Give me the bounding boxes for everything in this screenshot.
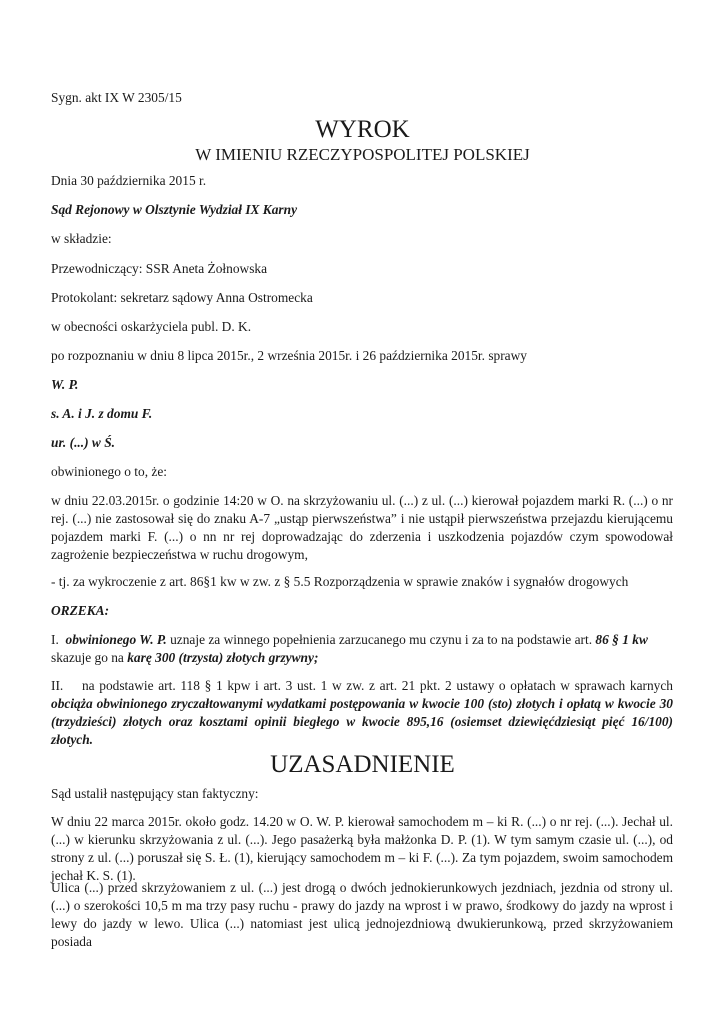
- verdict-1-text: uznaje za winnego popełnienia zarzucanego mu czynu i za to na podstawie art.: [166, 632, 596, 647]
- charge-description: w dniu 22.03.2015r. o godzinie 14:20 w O. na skrzyżowaniu ul. (...) z ul. (...) kierował pojazdem marki R. (...) o nr rej. (...) nie zastosował się do znaku A-7 „ustąp pierwszeństwa” i nie ustąpił pierwszeństwa przejazdu kierującemu pojazdem marki F. (...) o nn nr rej doprowadzając do zderzenia i uszkodzenia pojazdów czym spowodował zagrożenie bezpieczeństwa w ruchu drogowym,: [51, 493, 673, 562]
- judgment-subtitle: W IMIENIU RZECZYPOSPOLITEJ POLSKIEJ: [195, 145, 530, 164]
- verdict-1-penalty: karę 300 (trzysta) złotych grzywny;: [127, 650, 319, 665]
- orzeka-heading: ORZEKA:: [51, 603, 110, 618]
- judgment-date: Dnia 30 października 2015 r.: [51, 173, 207, 188]
- facts-paragraph-2: Ulica (...) przed skrzyżowaniem z ul. (...) jest drogą o dwóch jednokierunkowych jezdniach, jezdnia od strony ul. (...) o szerokości 10,5 m ma trzy pasy ruchu - prawy do jazdy na wprost i w prawo, środkowy do jazdy na wprost i lewy do jazdy w lewo. Ulica (...) natomiast jest ulicą jednojezdniową dwukierunkową, przed skrzyżowaniem posiada: [51, 880, 673, 949]
- facts-paragraph-1: W dniu 22 marca 2015r. około godz. 14.20 w O. W. P. kierował samochodem m – ki R. (...) o nr rej. (...). Jechał ul. (...) w kierunku skrzyżowania z ul. (...). Jego pasażerką była małżonka D. P. (1). W tym samym czasie ul. (...), od strony z ul. (...) poruszał się S. Ł. (1), kierujący samochodem m – ki F. (...). Za tym pojazdem, swoim samochodem jechał K. S. (1).: [51, 814, 673, 883]
- judgment-title: WYROK: [315, 116, 410, 143]
- charged-label: obwinionego o to, że:: [51, 464, 168, 479]
- verdict-2-text: na podstawie art. 118 § 1 kpw i art. 3 ust. 1 w zw. z art. 21 pkt. 2 ustawy o opłatach w sprawach karnych: [81, 678, 673, 693]
- court-name: Sąd Rejonowy w Olsztynie Wydział IX Karny: [51, 202, 298, 217]
- verdict-1-number: I.: [51, 632, 59, 647]
- defendant-birth: ur. (...) w Ś.: [51, 435, 115, 450]
- legal-basis: - tj. za wykroczenie z art. 86§1 kw w zw. z § 5.5 Rozporządzenia w sprawie znaków i sygnałów drogowych: [51, 574, 629, 589]
- facts-intro: Sąd ustalił następujący stan faktyczny:: [51, 786, 259, 801]
- verdict-1-article: 86 § 1 kw: [595, 632, 648, 647]
- verdict-1-text2: skazuje go na: [51, 650, 128, 665]
- verdict-1-defendant: obwinionego W. P.: [65, 632, 167, 647]
- prosecutor: w obecności oskarżyciela publ. D. K.: [51, 319, 252, 334]
- defendant-name: W. P.: [51, 377, 79, 392]
- defendant-parents: s. A. i J. z domu F.: [51, 406, 153, 421]
- composition-label: w składzie:: [51, 231, 112, 246]
- case-signature: Sygn. akt IX W 2305/15: [51, 90, 182, 105]
- hearing-dates: po rozpoznaniu w dniu 8 lipca 2015r., 2 września 2015r. i 26 października 2015r. sprawy: [51, 348, 527, 363]
- justification-heading: UZASADNIENIE: [270, 751, 455, 778]
- court-clerk: Protokolant: sekretarz sądowy Anna Ostromecka: [51, 290, 313, 305]
- verdict-point-2: [51, 677, 673, 749]
- verdict-2-costs: obciąża obwinionego zryczałtowanymi wydatkami postępowania w kwocie 100 (sto) złotych i opłatą w kwocie 30 (trzydzieści) złotych oraz kosztami opinii biegłego w kwocie 895,16 (osiemset dziewięćdziesiąt pięć 16/100) złotych.: [51, 696, 673, 747]
- verdict-point-1: [51, 631, 673, 667]
- presiding-judge: Przewodniczący: SSR Aneta Żołnowska: [51, 261, 268, 276]
- verdict-2-number: II.: [51, 678, 64, 693]
